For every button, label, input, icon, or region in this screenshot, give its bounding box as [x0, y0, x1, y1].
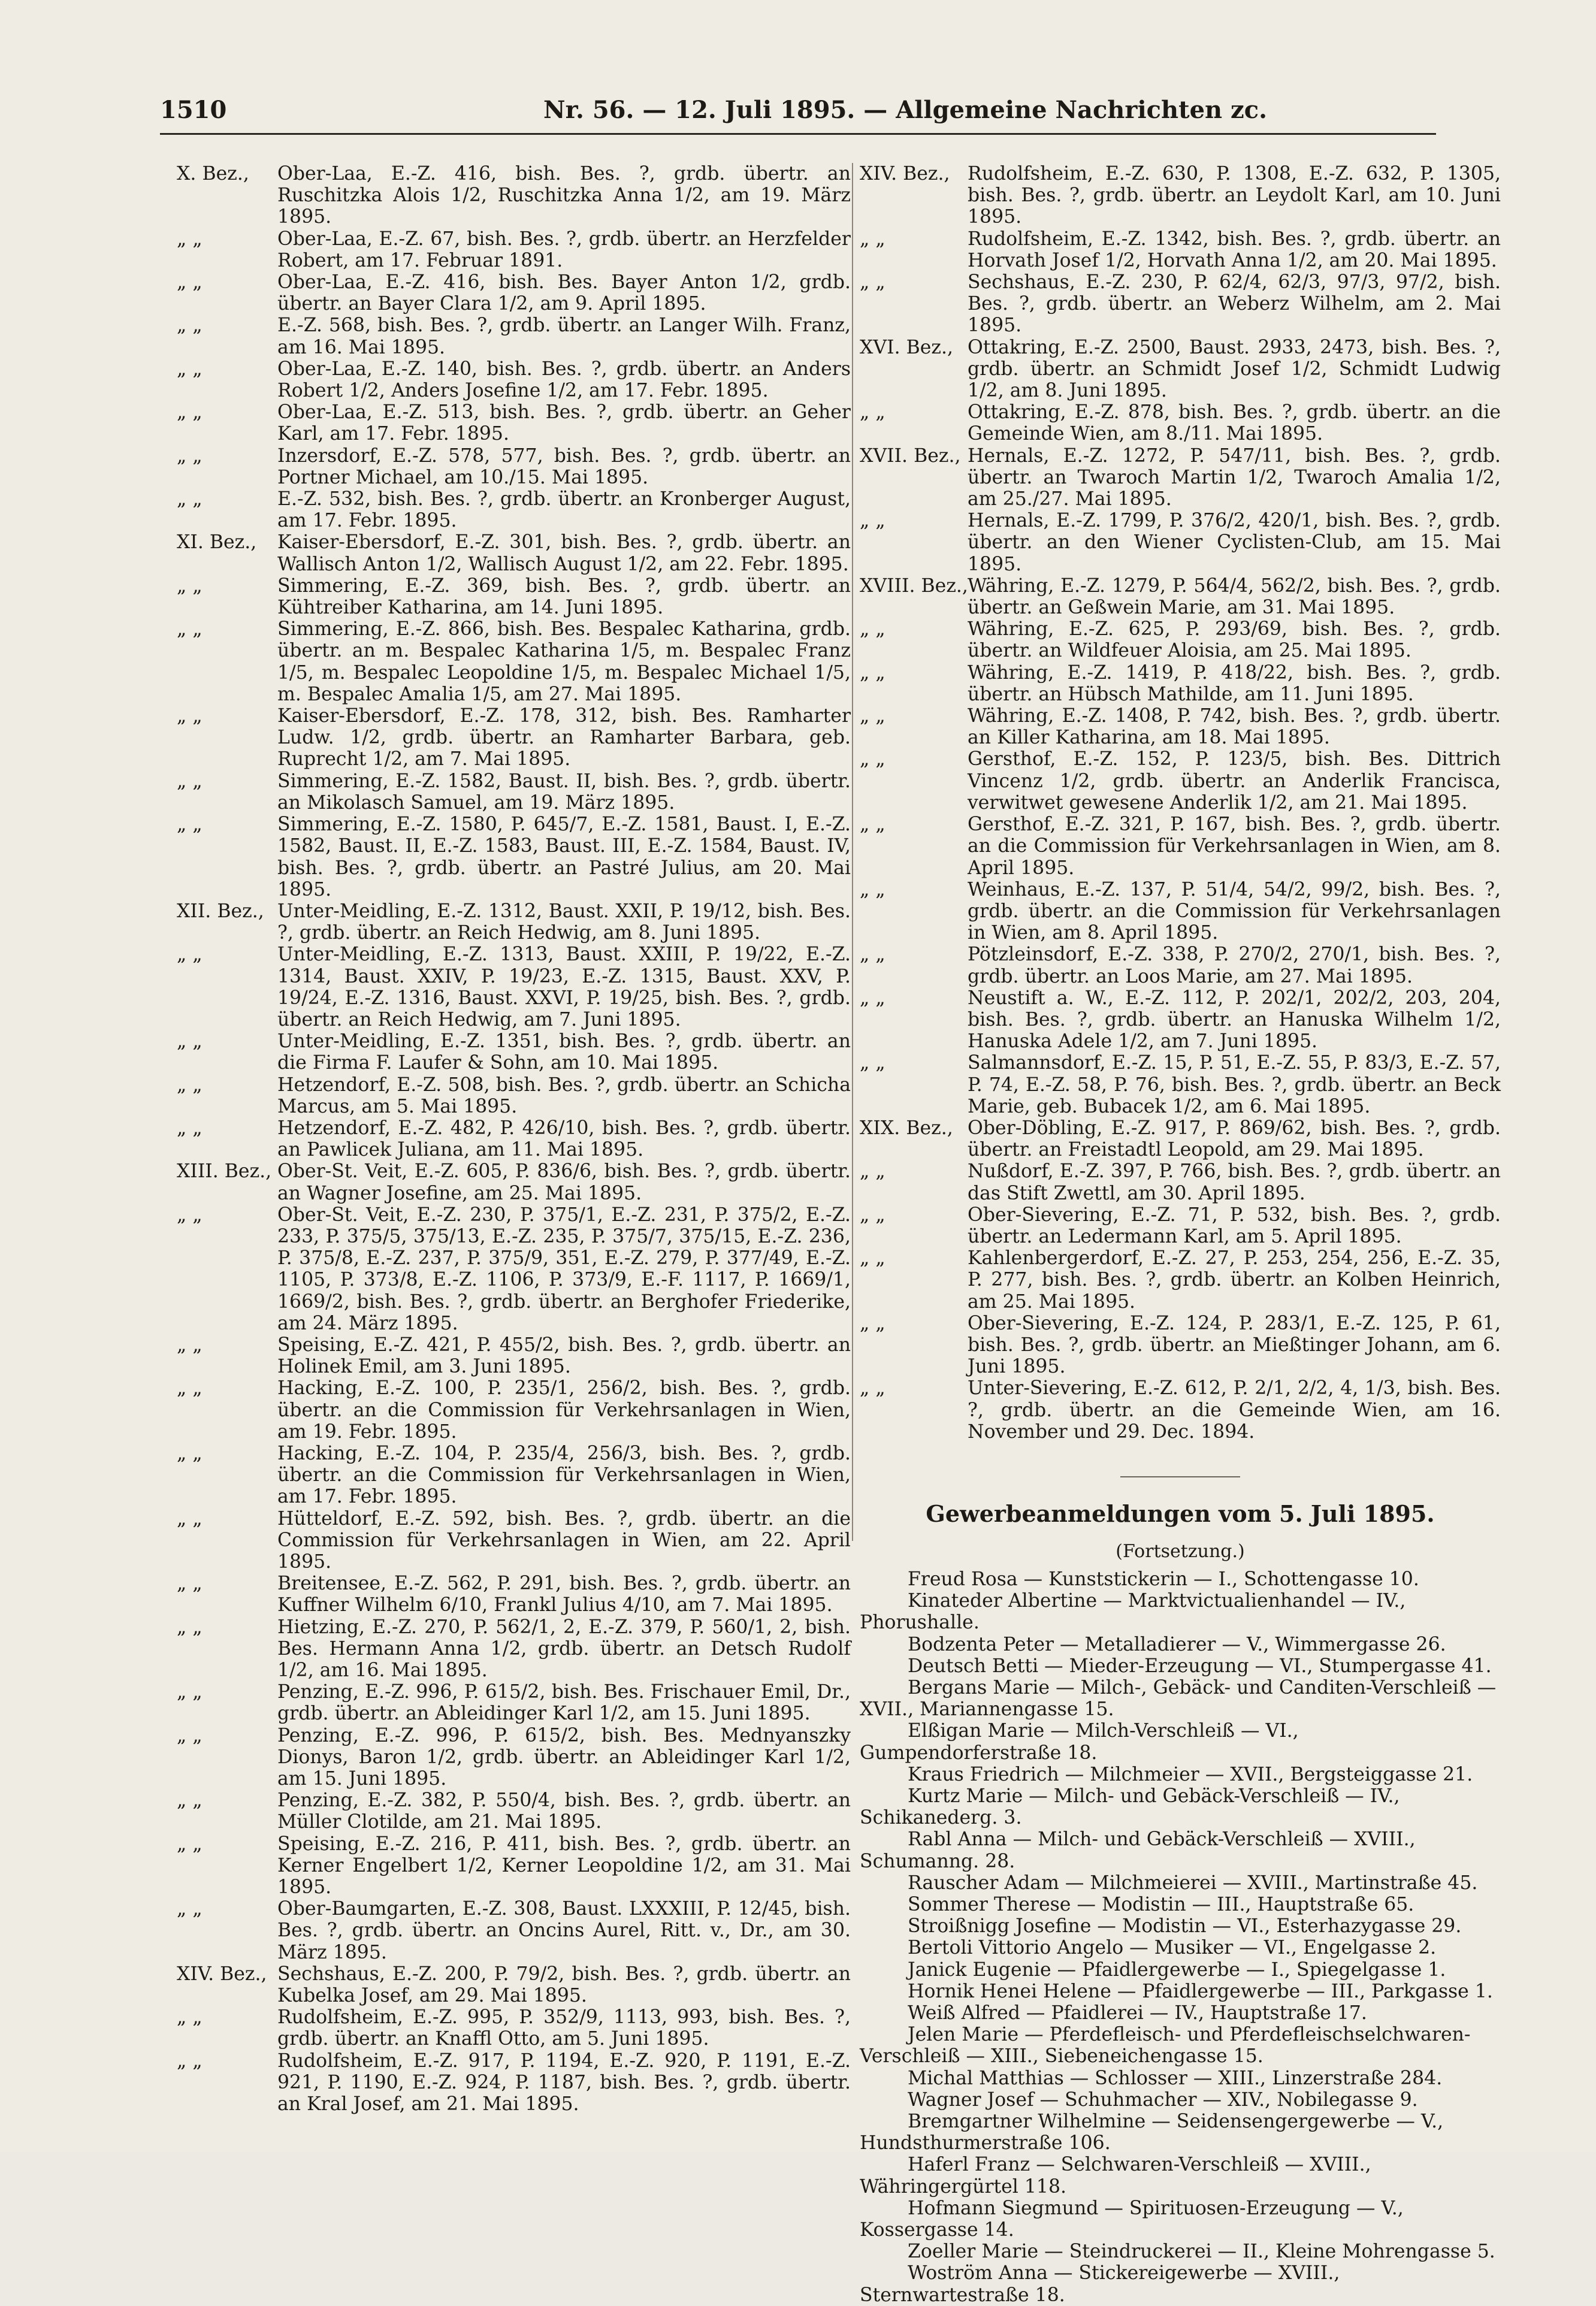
register-entry	[860, 575, 1501, 618]
entry-text: Kaiser-Ebersdorf, E.-Z. 178, 312, bish. Bes. Ramharter Ludw. 1/2, grdb. übertr. an Ramharter Barbara, geb. Ruprecht 1/2, am 7. Mai 1895.	[277, 705, 851, 770]
section-title: Gewerbeanmeldungen vom 5. Juli 1895.	[926, 1500, 1435, 1527]
register-entry	[177, 163, 851, 228]
district-label: „ „	[860, 510, 885, 532]
entry-text: E.-Z. 532, bish. Bes. ?, grdb. übertr. an Kronberger August, am 17. Febr. 1895.	[277, 488, 851, 532]
district-label: „ „	[177, 1204, 202, 1226]
entry-text: Ober-Laa, E.-Z. 416, bish. Bes. ?, grdb. übertr. an Ruschitzka Alois 1/2, Ruschitzka Anna 1/2, am 19. März 1895.	[277, 163, 851, 228]
entry-text: Ober-Laa, E.-Z. 416, bish. Bes. Bayer Anton 1/2, grdb. übertr. an Bayer Clara 1/2, am 9. April 1895.	[277, 271, 851, 315]
register-entry	[860, 401, 1501, 445]
register-entry	[177, 1833, 851, 1899]
entry-text: Hetzendorf, E.-Z. 482, P. 426/10, bish. Bes. ?, grdb. übertr. an Pawlicek Juliana, am 11. Mai 1895.	[277, 1117, 851, 1161]
register-entry	[177, 1030, 851, 1074]
register-entry	[177, 944, 851, 1030]
entry-text: Pötzleinsdorf, E.-Z. 338, P. 270/2, 270/1, bish. Bes. ?, grdb. übertr. an Loos Marie, am 27. Mai 1895.	[968, 944, 1501, 987]
district-label: „ „	[177, 1681, 202, 1703]
register-entry	[177, 1573, 851, 1616]
register-entry	[177, 358, 851, 401]
district-label: „ „	[177, 1898, 202, 1920]
entry-text: Penzing, E.-Z. 996, P. 615/2, bish. Bes. Frischauer Emil, Dr., grdb. übertr. an Ableidinger Karl 1/2, am 15. Juni 1895.	[277, 1681, 851, 1725]
entry-text: Unter-Meidling, E.-Z. 1351, bish. Bes. ?, grdb. übertr. an die Firma F. Laufer & Sohn, am 10. Mai 1895.	[277, 1030, 851, 1074]
district-label: „ „	[860, 705, 885, 727]
register-entry	[860, 228, 1501, 271]
register-entry	[860, 163, 1501, 228]
register-entry	[860, 618, 1501, 661]
license-entry: Janick Eugenie — Pfaidlergewerbe — I., Spiegelgasse 1.	[908, 1959, 1446, 1981]
entry-text: Hütteldorf, E.-Z. 592, bish. Bes. ?, grdb. übertr. an die Commission für Verkehrsanlagen in Wien, am 22. April 1895.	[277, 1507, 851, 1573]
entry-text: Ober-Döbling, E.-Z. 917, P. 869/62, bish. Bes. ?, grdb. übertr. an Freistadtl Leopold, am 29. Mai 1895.	[968, 1117, 1501, 1161]
register-entry	[177, 445, 851, 488]
district-label: „ „	[177, 315, 202, 337]
district-label: XI. Bez.,	[177, 531, 257, 554]
district-label: „ „	[177, 1833, 202, 1855]
entry-text: Hietzing, E.-Z. 270, P. 562/1, 2, E.-Z. 379, P. 560/1, 2, bish. Bes. Hermann Anna 1/2, grdb. übertr. an Detsch Rudolf 1/2, am 16. Mai 1895.	[277, 1616, 851, 1682]
entry-text: Ober-St. Veit, E.-Z. 605, P. 836/6, bish. Bes. ?, grdb. übertr. an Wagner Josefine, am 25. Mai 1895.	[277, 1160, 851, 1204]
license-entry: Rabl Anna — Milch- und Gebäck-Verschleiß — XVIII., Schumanng. 28.	[860, 1829, 1416, 1872]
register-entry	[177, 271, 851, 315]
entry-text: Sechshaus, E.-Z. 200, P. 79/2, bish. Bes. ?, grdb. übertr. an Kubelka Josef, am 29. Mai 1895.	[277, 1963, 851, 2007]
entry-text: E.-Z. 568, bish. Bes. ?, grdb. übertr. an Langer Wilh. Franz, am 16. Mai 1895.	[277, 315, 851, 358]
register-entry	[177, 488, 851, 531]
entry-text: Penzing, E.-Z. 996, P. 615/2, bish. Bes. Mednyanszky Dionys, Baron 1/2, grdb. übertr. an Ableidinger Karl 1/2, am 15. Juni 1895.	[277, 1724, 851, 1790]
district-label: „ „	[860, 987, 885, 1009]
license-entry: Kinateder Albertine — Marktvictualienhandel — IV., Phorushalle.	[860, 1590, 1406, 1634]
district-label: „ „	[177, 1442, 202, 1464]
entry-text: Gersthof, E.-Z. 321, P. 167, bish. Bes. ?, grdb. übertr. an die Commission für Verkehrsanlagen in Wien, am 8. April 1895.	[968, 814, 1501, 879]
entry-text: Hacking, E.-Z. 100, P. 235/1, 256/2, bish. Bes. ?, grdb. übertr. an die Commission für Verkehrsanlagen in Wien, am 19. Febr. 1895.	[277, 1377, 851, 1443]
district-label: „ „	[177, 575, 202, 597]
district-label: „ „	[860, 878, 885, 900]
district-label: „ „	[177, 1790, 202, 1812]
register-entry	[177, 1117, 851, 1160]
district-label: XIX. Bez.,	[860, 1117, 953, 1139]
district-label: „ „	[177, 401, 202, 424]
register-entry	[177, 770, 851, 814]
district-label: XVII. Bez.,	[860, 445, 961, 467]
district-label: „ „	[860, 748, 885, 770]
entry-text: Unter-Meidling, E.-Z. 1312, Baust. XXII, P. 19/12, bish. Bes. ?, grdb. übertr. an Reich Hedwig, am 8. Juni 1895.	[277, 900, 851, 944]
entry-text: Hacking, E.-Z. 104, P. 235/4, 256/3, bish. Bes. ?, grdb. übertr. an die Commission für Verkehrsanlagen in Wien, am 17. Febr. 1895.	[277, 1442, 851, 1508]
register-entry	[860, 445, 1501, 510]
right-entries	[860, 163, 1501, 1443]
entry-text: Rudolfsheim, E.-Z. 630, P. 1308, E.-Z. 632, P. 1305, bish. Bes. ?, grdb. übertr. an Leydolt Karl, am 10. Juni 1895.	[968, 163, 1501, 228]
entry-text: Ottakring, E.-Z. 878, bish. Bes. ?, grdb. übertr. an die Gemeinde Wien, am 8./11. Mai 1895.	[968, 401, 1501, 445]
district-label: „ „	[177, 271, 202, 294]
district-label: „ „	[860, 401, 885, 424]
district-label: „ „	[860, 1377, 885, 1400]
district-label: „ „	[177, 1573, 202, 1595]
entry-text: Simmering, E.-Z. 1582, Baust. II, bish. Bes. ?, grdb. übertr. an Mikolasch Samuel, am 19. März 1895.	[277, 770, 851, 814]
entry-text: Breitensee, E.-Z. 562, P. 291, bish. Bes. ?, grdb. übertr. an Kuffner Wilhelm 6/10, Frankl Julius 4/10, am 7. Mai 1895.	[277, 1573, 851, 1616]
license-entry: Woström Anna — Stickereigewerbe — XVIII., Sternwartestraße 18.	[860, 2262, 1340, 2306]
register-entry	[860, 1052, 1501, 1117]
license-entry: Hofmann Siegmund — Spirituosen-Erzeugung — V., Kossergasse 14.	[860, 2197, 1404, 2241]
license-entry: Kurtz Marie — Milch- und Gebäck-Verschleiß — IV., Schikanederg. 3.	[860, 1785, 1400, 1829]
entry-text: Ober-Laa, E.-Z. 67, bish. Bes. ?, grdb. übertr. an Herzfelder Robert, am 17. Februar 1891.	[277, 228, 851, 271]
district-label: „ „	[860, 1312, 885, 1334]
entry-text: Inzersdorf, E.-Z. 578, 577, bish. Bes. ?, grdb. übertr. an Portner Michael, am 10./15. Mai 1895.	[277, 445, 851, 488]
district-label: „ „	[177, 1117, 202, 1139]
section-separator	[1120, 1476, 1240, 1477]
entry-text: Kahlenbergerdorf, E.-Z. 27, P. 253, 254, 256, E.-Z. 35, P. 277, bish. Bes. ?, grdb. übertr. an Kolben Heinrich, am 25. Mai 1895.	[968, 1247, 1501, 1313]
register-entry	[177, 814, 851, 900]
license-entry: Bergans Marie — Milch-, Gebäck- und Canditen-Verschleiß — XVII., Mariannengasse 15.	[860, 1677, 1497, 1721]
right-column	[860, 163, 1501, 2306]
entry-text: Rudolfsheim, E.-Z. 917, P. 1194, E.-Z. 920, P. 1191, E.-Z. 921, P. 1190, E.-Z. 924, P. 1187, bish. Bes. ?, grdb. übertr. an Kral Josef, am 21. Mai 1895.	[277, 2050, 851, 2115]
entry-text: Hernals, E.-Z. 1799, P. 376/2, 420/1, bish. Bes. ?, grdb. übertr. an den Wiener Cyclisten-Club, am 15. Mai 1895.	[968, 510, 1501, 575]
page-number: 1510	[160, 96, 227, 124]
license-entry: Haferl Franz — Selchwaren-Verschleiß — XVIII., Währingergürtel 118.	[860, 2154, 1371, 2198]
left-column	[177, 163, 851, 2115]
entry-text: Ottakring, E.-Z. 2500, Baust. 2933, 2473, bish. Bes. ?, grdb. übertr. an Schmidt Josef 1/2, Schmidt Ludwig 1/2, am 8. Juni 1895.	[968, 336, 1501, 402]
register-entry	[177, 2050, 851, 2115]
register-entry	[860, 1117, 1501, 1160]
district-label: „ „	[177, 814, 202, 836]
entry-text: Weinhaus, E.-Z. 137, P. 51/4, 54/2, 99/2, bish. Bes. ?, grdb. übertr. an die Commission für Verkehrsanlagen in Wien, am 8. April 1895.	[968, 878, 1501, 944]
register-entry	[177, 705, 851, 770]
district-label: „ „	[177, 228, 202, 250]
district-label: XVI. Bez.,	[860, 336, 954, 358]
entry-text: Ober-Sievering, E.-Z. 71, P. 532, bish. Bes. ?, grdb. übertr. an Ledermann Karl, am 5. April 1895.	[968, 1204, 1501, 1247]
license-entry: Elßigan Marie — Milch-Verschleiß — VI., Gumpendorferstraße 18.	[860, 1720, 1299, 1764]
district-label: „ „	[860, 618, 885, 640]
district-label: „ „	[177, 1377, 202, 1400]
district-label: XIV. Bez.,	[177, 1963, 267, 1985]
gewerbe-list	[860, 1568, 1501, 2306]
entry-text: Unter-Sievering, E.-Z. 612, P. 2/1, 2/2, 4, 1/3, bish. Bes. ?, grdb. übertr. an die Gemeinde Wien, am 16. November und 29. Dec. 1894.	[968, 1377, 1501, 1443]
register-entry	[177, 1725, 851, 1790]
register-entry	[860, 1377, 1501, 1443]
entry-text: Währing, E.-Z. 1279, P. 564/4, 562/2, bish. Bes. ?, grdb. übertr. an Geßwein Marie, am 31. Mai 1895.	[968, 575, 1501, 619]
entry-text: Ober-Sievering, E.-Z. 124, P. 283/1, E.-Z. 125, P. 61, bish. Bes. ?, grdb. übertr. an Mießtinger Johann, am 6. Juni 1895.	[968, 1312, 1501, 1378]
issue-title: Nr. 56. — 12. Juli 1895. — Allgemeine Nachrichten zc.	[543, 96, 1268, 124]
district-label: „ „	[177, 488, 202, 510]
register-entry	[860, 337, 1501, 402]
entry-text: Simmering, E.-Z. 1580, P. 645/7, E.-Z. 1581, Baust. I, E.-Z. 1582, Baust. II, E.-Z. 1583, Baust. III, E.-Z. 1584, Baust. IV, bish. Bes. ?, grdb. übertr. an Pastré Julius, am 20. Mai 1895.	[277, 814, 851, 900]
license-entry: Weiß Alfred — Pfaidlerei — IV., Hauptstraße 17.	[908, 2002, 1367, 2024]
district-label: XII. Bez.,	[177, 900, 264, 922]
district-label: „ „	[177, 1030, 202, 1053]
district-label: „ „	[860, 814, 885, 836]
district-label: „ „	[177, 705, 202, 727]
register-entry	[177, 618, 851, 705]
register-entry	[177, 2006, 851, 2050]
license-entry: Bertoli Vittorio Angelo — Musiker — VI., Engelgasse 2.	[908, 1937, 1437, 1959]
register-entry	[177, 531, 851, 575]
register-entry	[860, 271, 1501, 337]
district-label: XVIII. Bez.,	[860, 575, 968, 597]
district-label: „ „	[177, 1507, 202, 1530]
entry-text: Währing, E.-Z. 1408, P. 742, bish. Bes. ?, grdb. übertr. an Killer Katharina, am 18. Mai 1895.	[968, 705, 1501, 749]
entry-text: Ober-St. Veit, E.-Z. 230, P. 375/1, E.-Z. 231, P. 375/2, E.-Z. 233, P. 375/5, 375/13, E.-Z. 235, P. 375/7, 375/15, E.-Z. 236, P. 375/8, E.-Z. 237, P. 375/9, 351, E.-Z. 279, P. 377/49, E.-Z. 1105, P. 373/8, E.-Z. 1106, P. 373/9, E.-F. 1117, P. 1669/1, 1669/2, bish. Bes. ?, grdb. übertr. an Berghofer Friederike, am 24. März 1895.	[277, 1204, 851, 1334]
district-label: „ „	[860, 1052, 885, 1074]
register-entry	[177, 1074, 851, 1117]
register-entry	[177, 1681, 851, 1724]
register-entry	[860, 1160, 1501, 1204]
district-label: „ „	[177, 618, 202, 640]
entry-text: Hernals, E.-Z. 1272, P. 547/11, bish. Bes. ?, grdb. übertr. an Twaroch Martin 1/2, Twaroch Amalia 1/2, am 25./27. Mai 1895.	[968, 445, 1501, 510]
license-entry: Bodzenta Peter — Metalladierer — V., Wimmergasse 26.	[908, 1633, 1446, 1655]
license-entry: Hornik Henei Helene — Pfaidlergewerbe — III., Parkgasse 1.	[908, 1980, 1493, 2002]
register-entry	[860, 662, 1501, 705]
entry-text: Simmering, E.-Z. 369, bish. Bes. ?, grdb. übertr. an Kühtreiber Katharina, am 14. Juni 1895.	[277, 575, 851, 619]
column-divider	[852, 163, 853, 1541]
district-label: „ „	[860, 271, 885, 294]
register-entry	[177, 1204, 851, 1334]
district-label: „ „	[860, 1247, 885, 1270]
entry-text: Penzing, E.-Z. 382, P. 550/4, bish. Bes. ?, grdb. übertr. an Müller Clotilde, am 21. Mai 1895.	[277, 1790, 851, 1833]
register-entry	[177, 575, 851, 618]
district-label: „ „	[860, 661, 885, 684]
district-label: „ „	[177, 358, 202, 380]
entry-text: Währing, E.-Z. 1419, P. 418/22, bish. Bes. ?, grdb. übertr. an Hübsch Mathilde, am 11. Juni 1895.	[968, 661, 1501, 705]
register-entry	[177, 1334, 851, 1377]
entry-text: Ober-Laa, E.-Z. 513, bish. Bes. ?, grdb. übertr. an Geher Karl, am 17. Febr. 1895.	[277, 401, 851, 445]
entry-text: Rudolfsheim, E.-Z. 1342, bish. Bes. ?, grdb. übertr. an Horvath Josef 1/2, Horvath Anna 1/2, am 20. Mai 1895.	[968, 228, 1501, 271]
license-entry: Wagner Josef — Schuhmacher — XIV., Nobilegasse 9.	[908, 2089, 1418, 2111]
district-label: XIII. Bez.,	[177, 1160, 272, 1183]
register-entry	[860, 814, 1501, 879]
district-label: „ „	[177, 1074, 202, 1096]
register-entry	[177, 1160, 851, 1204]
entry-text: Salmannsdorf, E.-Z. 15, P. 51, E.-Z. 55, P. 83/3, E.-Z. 57, P. 74, E.-Z. 58, P. 76, bish. Bes. ?, grdb. übertr. an Beck Marie, geb. Bubacek 1/2, am 6. Mai 1895.	[968, 1052, 1501, 1117]
register-entry	[177, 1508, 851, 1573]
header-rule	[160, 133, 1436, 135]
register-entry	[177, 1898, 851, 1963]
register-entry	[860, 748, 1501, 814]
district-label: „ „	[177, 770, 202, 792]
district-label: „ „	[177, 2050, 202, 2072]
section-subtitle: (Fortsetzung.)	[1116, 1540, 1245, 1562]
entry-text: Währing, E.-Z. 625, P. 293/69, bish. Bes. ?, grdb. übertr. an Wildfeuer Aloisia, am 25. Mai 1895.	[968, 618, 1501, 662]
register-entry	[177, 228, 851, 271]
register-entry	[860, 1247, 1501, 1313]
register-entry	[177, 401, 851, 445]
license-entry: Michal Matthias — Schlosser — XIII., Linzerstraße 284.	[908, 2067, 1443, 2089]
register-entry	[177, 900, 851, 944]
district-label: „ „	[177, 944, 202, 966]
entry-text: Simmering, E.-Z. 866, bish. Bes. Bespalec Katharina, grdb. übertr. an m. Bespalec Katharina 1/5, m. Bespalec Franz 1/5, m. Bespalec Leopoldine 1/5, m. Bespalec Michael 1/5, m. Bespalec Amalia 1/5, am 27. Mai 1895.	[277, 618, 851, 705]
entry-text: Neustift a. W., E.-Z. 112, P. 202/1, 202/2, 203, 204, bish. Bes. ?, grdb. übertr. an Hanuska Wilhelm 1/2, Hanuska Adele 1/2, am 7. Juni 1895.	[968, 987, 1501, 1053]
register-entry	[860, 510, 1501, 575]
entry-text: Ober-Laa, E.-Z. 140, bish. Bes. ?, grdb. übertr. an Anders Robert 1/2, Anders Josefine 1/2, am 17. Febr. 1895.	[277, 358, 851, 402]
entry-text: Nußdorf, E.-Z. 397, P. 766, bish. Bes. ?, grdb. übertr. an das Stift Zwettl, am 30. April 1895.	[968, 1160, 1501, 1204]
district-label: X. Bez.,	[177, 163, 249, 185]
register-entry	[177, 1616, 851, 1682]
register-entry	[860, 987, 1501, 1053]
license-entry: Kraus Friedrich — Milchmeier — XVII., Bergsteiggasse 21.	[908, 1763, 1473, 1785]
district-label: „ „	[177, 1334, 202, 1356]
district-label: „ „	[177, 1724, 202, 1746]
register-entry	[860, 879, 1501, 944]
register-entry	[177, 1377, 851, 1443]
license-entry: Stroißnigg Josefine — Modistin — VI., Esterhazygasse 29.	[908, 1915, 1462, 1938]
entry-text: Gersthof, E.-Z. 152, P. 123/5, bish. Bes. Dittrich Vincenz 1/2, grdb. übertr. an Anderlik Francisca, verwitwet gewesene Anderlik 1/2, am 21. Mai 1895.	[968, 748, 1501, 814]
entry-text: Kaiser-Ebersdorf, E.-Z. 301, bish. Bes. ?, grdb. übertr. an Wallisch Anton 1/2, Wallisch August 1/2, am 22. Febr. 1895.	[277, 531, 851, 575]
entry-text: Sechshaus, E.-Z. 230, P. 62/4, 62/3, 97/3, 97/2, bish. Bes. ?, grdb. übertr. an Weberz Wilhelm, am 2. Mai 1895.	[968, 271, 1501, 337]
district-label: „ „	[860, 944, 885, 966]
register-entry	[177, 315, 851, 358]
entry-text: Rudolfsheim, E.-Z. 995, P. 352/9, 1113, 993, bish. Bes. ?, grdb. übertr. an Knaffl Otto, am 5. Juni 1895.	[277, 2006, 851, 2050]
district-label: „ „	[177, 1616, 202, 1638]
license-entry: Deutsch Betti — Mieder-Erzeugung — VI., Stumpergasse 41.	[908, 1655, 1492, 1677]
entry-text: Unter-Meidling, E.-Z. 1313, Baust. XXIII, P. 19/22, E.-Z. 1314, Baust. XXIV, P. 19/23, E.-Z. 1315, Baust. XXV, P. 19/24, E.-Z. 1316, Baust. XXVI, P. 19/25, bish. Bes. ?, grdb. übertr. an Reich Hedwig, am 7. Juni 1895.	[277, 944, 851, 1030]
entry-text: Speising, E.-Z. 216, P. 411, bish. Bes. ?, grdb. übertr. an Kerner Engelbert 1/2, Kerner Leopoldine 1/2, am 31. Mai 1895.	[277, 1833, 851, 1899]
district-label: „ „	[177, 2006, 202, 2029]
district-label: „ „	[860, 228, 885, 250]
district-label: „ „	[860, 1160, 885, 1183]
license-entry: Zoeller Marie — Steindruckerei — II., Kleine Mohrengasse 5.	[908, 2241, 1495, 2263]
district-label: „ „	[177, 445, 202, 467]
entry-text: Hetzendorf, E.-Z. 508, bish. Bes. ?, grdb. übertr. an Schicha Marcus, am 5. Mai 1895.	[277, 1074, 851, 1117]
license-entry: Sommer Therese — Modistin — III., Hauptstraße 65.	[908, 1894, 1414, 1916]
register-entry	[860, 1204, 1501, 1247]
district-label: XIV. Bez.,	[860, 163, 950, 185]
register-entry	[177, 1963, 851, 2006]
district-label: „ „	[860, 1204, 885, 1226]
license-entry: Bremgartner Wilhelmine — Seidensengergewerbe — V., Hundsthurmerstraße 106.	[860, 2111, 1444, 2154]
entry-text: Speising, E.-Z. 421, P. 455/2, bish. Bes. ?, grdb. übertr. an Holinek Emil, am 3. Juni 1895.	[277, 1334, 851, 1378]
register-entry	[177, 1790, 851, 1833]
license-entry: Jelen Marie — Pferdefleisch- und Pferdefleischselchwaren-Verschleiß — XIII., Siebeneichengasse 15.	[860, 2024, 1471, 2068]
register-entry	[177, 1443, 851, 1508]
page-header	[160, 96, 1436, 132]
register-entry	[860, 944, 1501, 987]
register-entry	[860, 705, 1501, 748]
license-entry: Freud Rosa — Kunststickerin — I., Schottengasse 10.	[908, 1568, 1419, 1590]
entry-text: Ober-Baumgarten, E.-Z. 308, Baust. LXXXIII, P. 12/45, bish. Bes. ?, grdb. übertr. an Oncins Aurel, Ritt. v., Dr., am 30. März 1895.	[277, 1898, 851, 1963]
register-entry	[860, 1313, 1501, 1378]
license-entry: Rauscher Adam — Milchmeierei — XVIII., Martinstraße 45.	[908, 1872, 1478, 1894]
